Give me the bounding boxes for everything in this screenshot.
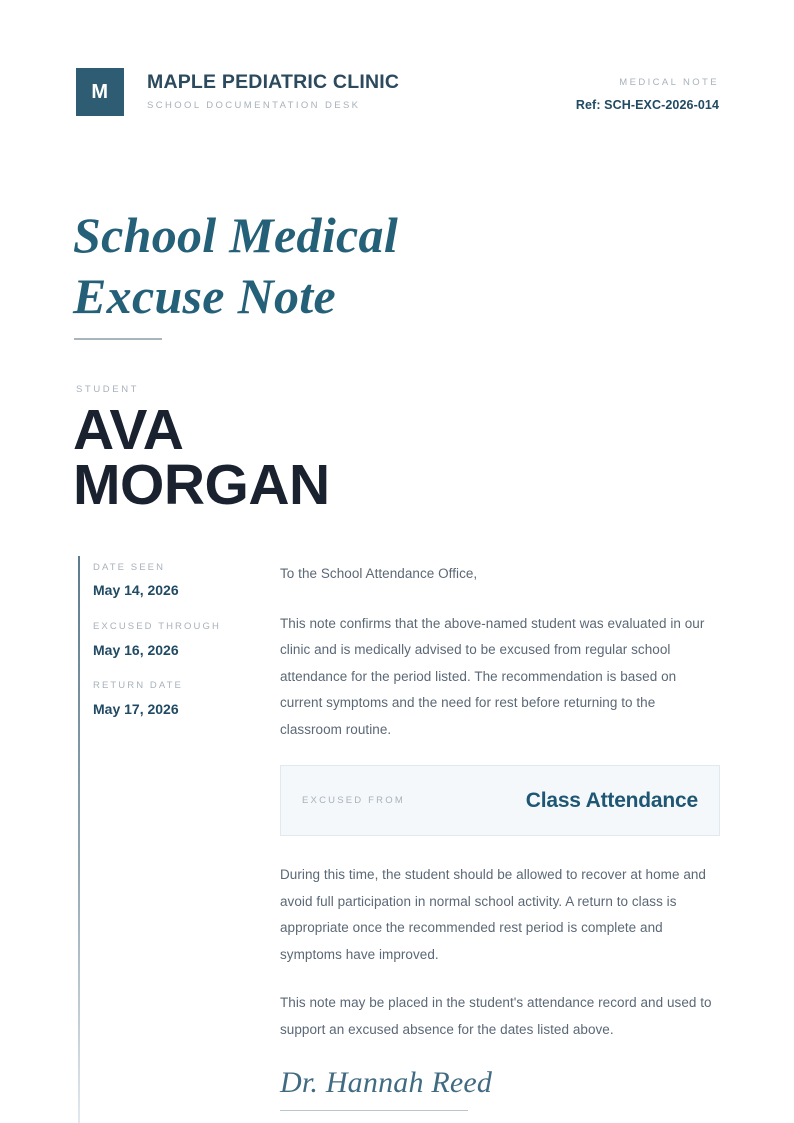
detail-excused-through: [93, 621, 263, 658]
page-title: [73, 205, 503, 327]
clinic-subtitle: SCHOOL DOCUMENTATION DESK: [147, 100, 361, 112]
clinic-name: MAPLE PEDIATRIC CLINIC: [147, 71, 400, 93]
student-name: [73, 398, 533, 517]
detail-return-date: [93, 680, 263, 717]
brand-text-block: [147, 68, 399, 112]
student-last-name: MORGAN: [73, 452, 330, 517]
excused-from-callout: [280, 765, 720, 836]
letter-paragraph-3: This note may be placed in the student's attendance record and used to support an excused absence for the dates listed above.: [280, 995, 712, 1037]
clinic-logo-icon: [76, 68, 124, 116]
student-first-name: AVA: [73, 398, 184, 462]
document-type-label: MEDICAL NOTE: [619, 77, 719, 88]
sidebar-divider: [78, 556, 80, 1123]
detail-date-seen: [93, 562, 263, 599]
document-reference-number: Ref: SCH-EXC-2026-014: [575, 98, 719, 113]
letter-paragraph-1: This note confirms that the above-named student was evaluated in our clinic and is medically advised to be excused from regular school attendance for the period listed. The recommendation is based on current symptoms and the need for rest before returning to the classroom routine.: [280, 615, 705, 737]
signature-block: [280, 1065, 580, 1111]
logo-letter: M: [91, 81, 109, 103]
letter-salutation: To the School Attendance Office,: [280, 566, 478, 581]
letter-body: [280, 561, 720, 1043]
detail-label: EXCUSED THROUGH: [93, 621, 221, 633]
excused-from-value: Class Attendance: [525, 788, 698, 812]
page-title-line-2: Excuse Note: [73, 268, 336, 324]
document-reference-block: [576, 77, 719, 113]
letter-paragraph-2: During this time, the student should be allowed to recover at home and avoid full participation in normal school activity. A return to class is appropriate once the recommended rest period is complete and symptoms have improved.: [280, 867, 706, 962]
clinic-brand: [76, 68, 399, 116]
detail-value: May 14, 2026: [93, 582, 179, 599]
detail-label: DATE SEEN: [93, 562, 166, 573]
visit-details-list: [93, 562, 263, 718]
title-divider: [74, 338, 162, 340]
document-header: [76, 68, 719, 126]
signatory-name: Dr. Hannah Reed: [280, 1066, 493, 1099]
detail-value: May 16, 2026: [93, 641, 179, 658]
excused-from-label: EXCUSED FROM: [302, 794, 405, 806]
signature-line: [280, 1110, 468, 1111]
student-label: STUDENT: [76, 384, 140, 395]
detail-label: RETURN DATE: [93, 680, 183, 692]
detail-value: May 17, 2026: [93, 700, 179, 717]
page-title-line-1: School Medical: [73, 207, 399, 263]
